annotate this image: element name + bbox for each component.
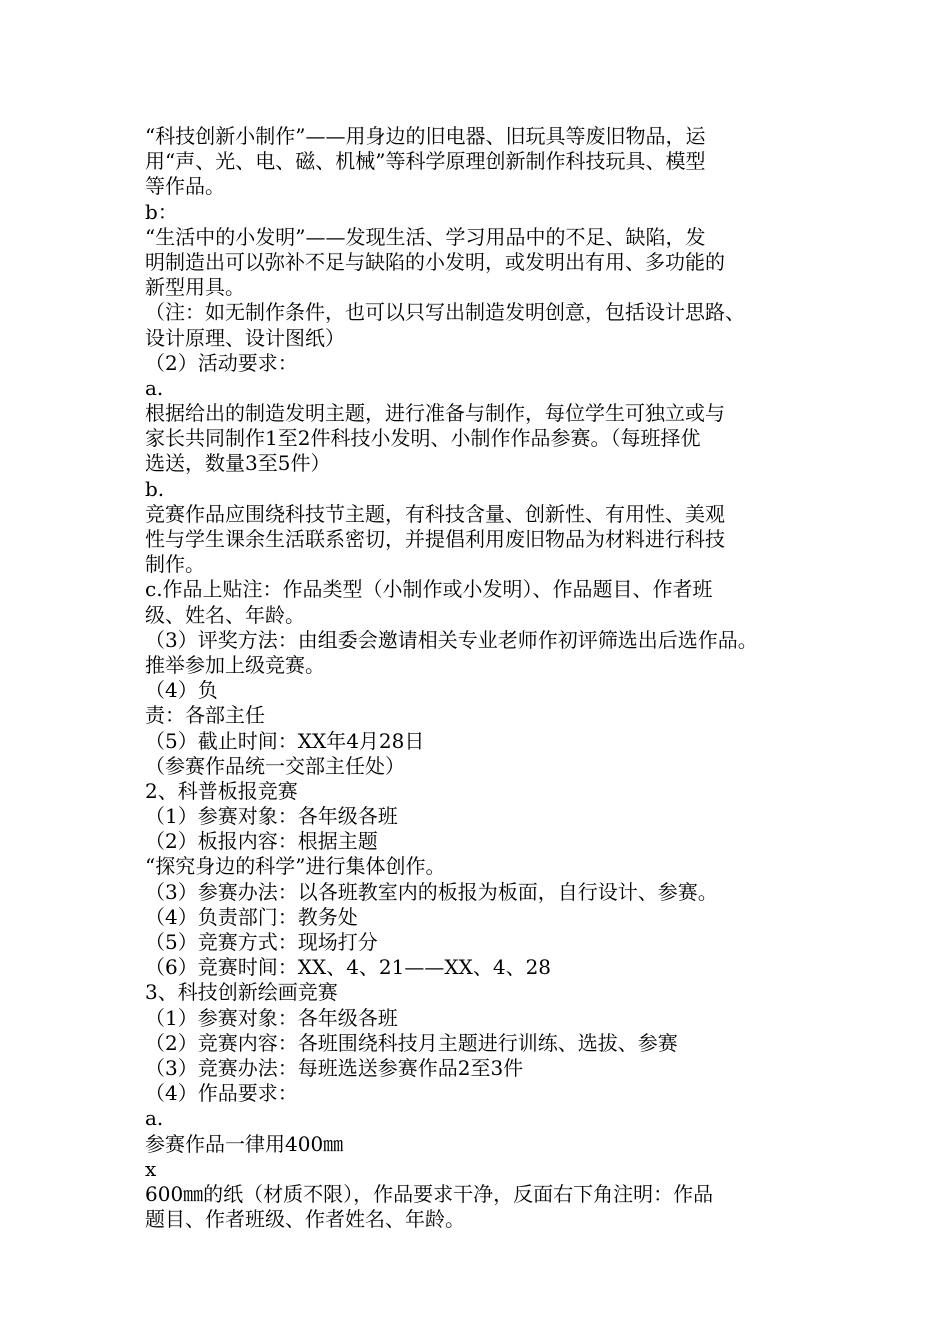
text-line: b： (145, 199, 178, 224)
text-line: 根据给出的制造发明主题，进行准备与制作，每位学生可独立或与 (145, 401, 725, 426)
text-line: （6）竞赛时间：XX、4、21——XX、4、28 (145, 955, 552, 980)
text-line: a. (145, 1106, 164, 1131)
text-line: x (145, 1156, 157, 1181)
text-line: 设计原理、设计图纸） (145, 325, 345, 350)
text-line: （3）参赛办法：以各班教室内的板报为板面，自行设计、参赛。 (145, 879, 718, 904)
text-line: 级、姓名、年龄。 (145, 602, 305, 627)
document-body (145, 124, 825, 1232)
text-line: 用“声、光、电、磁、机械”等科学原理创新制作科技玩具、模型 (145, 149, 706, 174)
text-line: （参赛作品统一交部主任处） (145, 753, 405, 778)
text-line: b. (145, 476, 165, 501)
text-line: 新型用具。 (145, 275, 245, 300)
text-line: 选送，数量3至5件） (145, 451, 331, 476)
text-line: （4）负 (145, 678, 218, 703)
text-line: （注：如无制作条件，也可以只写出制造发明创意，包括设计思路、 (145, 300, 745, 325)
text-line: （2）活动要求： (145, 350, 298, 375)
text-line: “生活中的小发明”——发现生活、学习用品中的不足、缺陷，发 (145, 224, 706, 249)
text-line: “探究身边的科学”进行集体创作。 (145, 854, 446, 879)
text-line: （4）负责部门：教务处 (145, 904, 358, 929)
text-line: 家长共同制作1至2件科技小发明、小制作作品参赛。（每班择优 (145, 426, 701, 451)
text-line: 等作品。 (145, 174, 225, 199)
text-line: 2、科普板报竞赛 (145, 778, 298, 803)
text-line: （2）竞赛内容：各班围绕科技月主题进行训练、选拔、参赛 (145, 1030, 678, 1055)
text-line: （5）截止时间：XX年4月28日 (145, 728, 425, 753)
text-line: （1）参赛对象：各年级各班 (145, 804, 398, 829)
text-line: 制作。 (145, 552, 205, 577)
text-line: （2）板报内容：根据主题 (145, 829, 378, 854)
text-line: （3）竞赛办法：每班选送参赛作品2至3件 (145, 1055, 524, 1080)
text-line: 明制造出可以弥补不足与缺陷的小发明，或发明出有用、多功能的 (145, 249, 725, 274)
text-line: （5）竞赛方式：现场打分 (145, 930, 378, 954)
text-line: 性与学生课余生活联系密切，并提倡利用废旧物品为材料进行科技 (145, 527, 725, 551)
text-line: 3、科技创新绘画竞赛 (145, 980, 338, 1005)
text-line: a. (145, 375, 164, 400)
text-line: 竞赛作品应围绕科技节主题，有科技含量、创新性、有用性、美观 (145, 501, 725, 526)
text-line: “科技创新小制作”——用身边的旧电器、旧玩具等废旧物品，运 (145, 124, 706, 148)
text-line: （3）评奖方法：由组委会邀请相关专业老师作初评筛选出后选作品。 (145, 627, 758, 652)
text-line: c.作品上贴注：作品类型（小制作或小发明）、作品题目、作者班 (145, 577, 713, 602)
text-line: 600㎜的纸（材质不限），作品要求干净，反面右下角注明：作品 (145, 1181, 714, 1206)
text-line: （1）参赛对象：各年级各班 (145, 1005, 398, 1030)
text-line: 推举参加上级竞赛。 (145, 652, 325, 677)
text-line: 题目、作者班级、作者姓名、年龄。 (145, 1207, 465, 1232)
text-line: 参赛作品一律用400㎜ (145, 1131, 344, 1156)
text-line: 责：各部主任 (145, 703, 265, 728)
text-line: （4）作品要求： (145, 1081, 298, 1106)
